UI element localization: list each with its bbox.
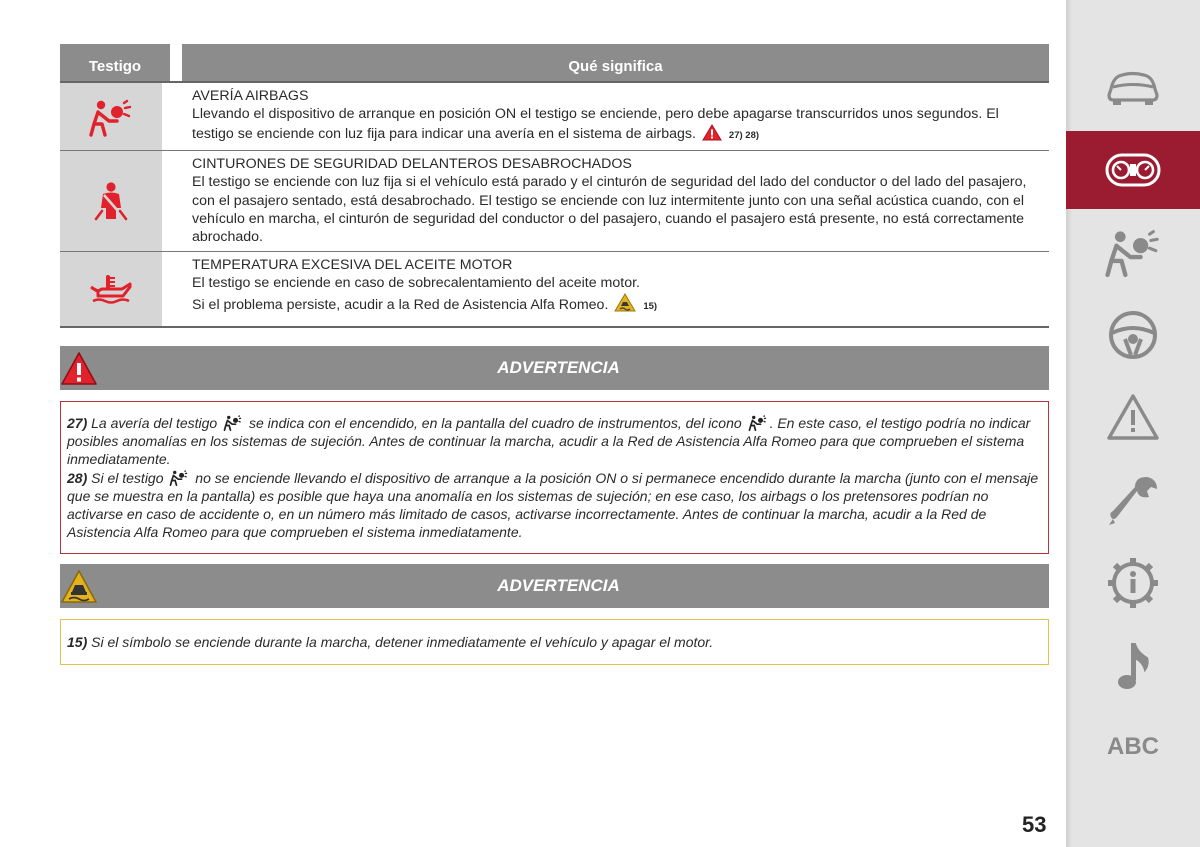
note-references: 27) 28) <box>728 129 760 141</box>
note-27: 27) La avería del testigo se indica con el encendido, en la pantalla del cuadro de instrumentos, del icono . En este caso, el testigo podría no indicar posibles anomalías en los sistemas de sujeción. Antes de continuar la marcha, acudir a la Red de Asistencia Alfa Romeo para que comprueben el sistema inmediatamente. <box>67 415 1031 468</box>
info-gear-icon <box>1106 556 1160 610</box>
table-row <box>60 252 1049 328</box>
airbag-icon <box>89 97 133 137</box>
row-description: Si el problema persiste, acudir a la Red de Asistencia Alfa Romeo. <box>192 296 609 313</box>
slippery-road-icon <box>60 568 98 606</box>
note-15: 15) Si el símbolo se enciende durante la marcha, detener inmediatamente el vehículo y apagar el motor. <box>67 634 714 650</box>
table-row <box>60 151 1049 252</box>
warning-header-yellow <box>60 564 1049 608</box>
column-header-testigo: Testigo <box>60 44 170 81</box>
warning-title: ADVERTENCIA <box>497 576 620 595</box>
warning-triangle-icon <box>1106 393 1160 441</box>
row-description: El testigo se enciende en caso de sobrecalentamiento del aceite motor. <box>192 275 640 292</box>
warning-notes-yellow <box>60 619 1049 665</box>
airbag-icon <box>169 469 189 486</box>
sidebar-item-emergency[interactable] <box>1066 378 1200 456</box>
sidebar-item-safety[interactable] <box>1066 213 1200 291</box>
sidebar-item-maintenance[interactable] <box>1066 462 1200 540</box>
warning-notes-red <box>60 401 1049 554</box>
index-label: ABC <box>1107 733 1159 760</box>
airbag-icon <box>748 414 768 431</box>
row-title: AVERÍA AIRBAGS <box>192 88 309 104</box>
row-title: CINTURONES DE SEGURIDAD DELANTEROS DESABROCHADOS <box>192 156 632 172</box>
sidebar-item-index[interactable] <box>1066 708 1200 786</box>
oil-temperature-icon <box>89 274 133 304</box>
row-description: Llevando el dispositivo de arranque en posición ON el testigo se enciende, pero debe apagarse transcurridos unos segundos. El testigo se enciende con luz fija para indicar una avería en el sistema de airbags. <box>192 106 999 142</box>
chapter-sidebar <box>1066 0 1200 847</box>
sidebar-item-technical-data[interactable] <box>1066 544 1200 622</box>
dashboard-icon <box>1105 153 1161 187</box>
car-icon <box>1105 67 1161 107</box>
warning-triangle-red-icon <box>60 350 98 388</box>
row-title: TEMPERATURA EXCESIVA DEL ACEITE MOTOR <box>192 257 513 273</box>
sidebar-item-starting-driving[interactable] <box>1066 296 1200 374</box>
table-row <box>60 83 1049 151</box>
note-28: 28) Si el testigo no se enciende llevando el dispositivo de arranque a la posición ON o si permanece encendido durante la marcha (junto con el mensaje que se muestra en la pantalla) es posible que haya una anomalía en los sistemas de sujeción; en ese caso, los airbags o los pretensores podrían no activarse en caso de accidente o, en un número más limitado de casos, activarse incorrectamente. Antes de continuar la marcha, acudir a la Red de Asistencia Alfa Romeo para que comprueben el sistema inmediatamente. <box>67 469 1039 541</box>
page-number: 53 <box>1022 812 1047 837</box>
seatbelt-icon <box>94 181 128 221</box>
safety-airbag-icon <box>1105 226 1161 278</box>
slippery-road-icon <box>614 293 636 312</box>
sidebar-item-vehicle[interactable] <box>1066 48 1200 126</box>
warning-title: ADVERTENCIA <box>497 358 620 377</box>
sidebar-item-dashboard[interactable] <box>1066 131 1200 209</box>
music-note-icon <box>1113 640 1153 692</box>
warning-header-red <box>60 346 1049 390</box>
note-references: 15) <box>643 300 658 312</box>
steering-wheel-icon <box>1107 309 1159 361</box>
row-description: El testigo se enciende con luz fija si el vehículo está parado y el cinturón de seguridad del lado del conductor o del lado del pasajero, con el pasajero sentado, está desabrochado. El testigo se enciende con luz intermitente junto con una señal acústica cuando, con el vehículo en marcha, el cinturón de seguridad del conductor o del pasajero, cuando el pasajero está presente, no está correctamente abrochado. <box>192 174 1027 246</box>
sidebar-item-multimedia[interactable] <box>1066 627 1200 705</box>
airbag-icon <box>223 414 243 431</box>
warning-lights-table <box>60 81 1049 328</box>
warning-triangle-red-icon <box>702 124 722 141</box>
table-header <box>60 44 1049 81</box>
column-header-que-significa: Qué significa <box>182 44 1049 81</box>
wrench-icon <box>1107 473 1159 529</box>
